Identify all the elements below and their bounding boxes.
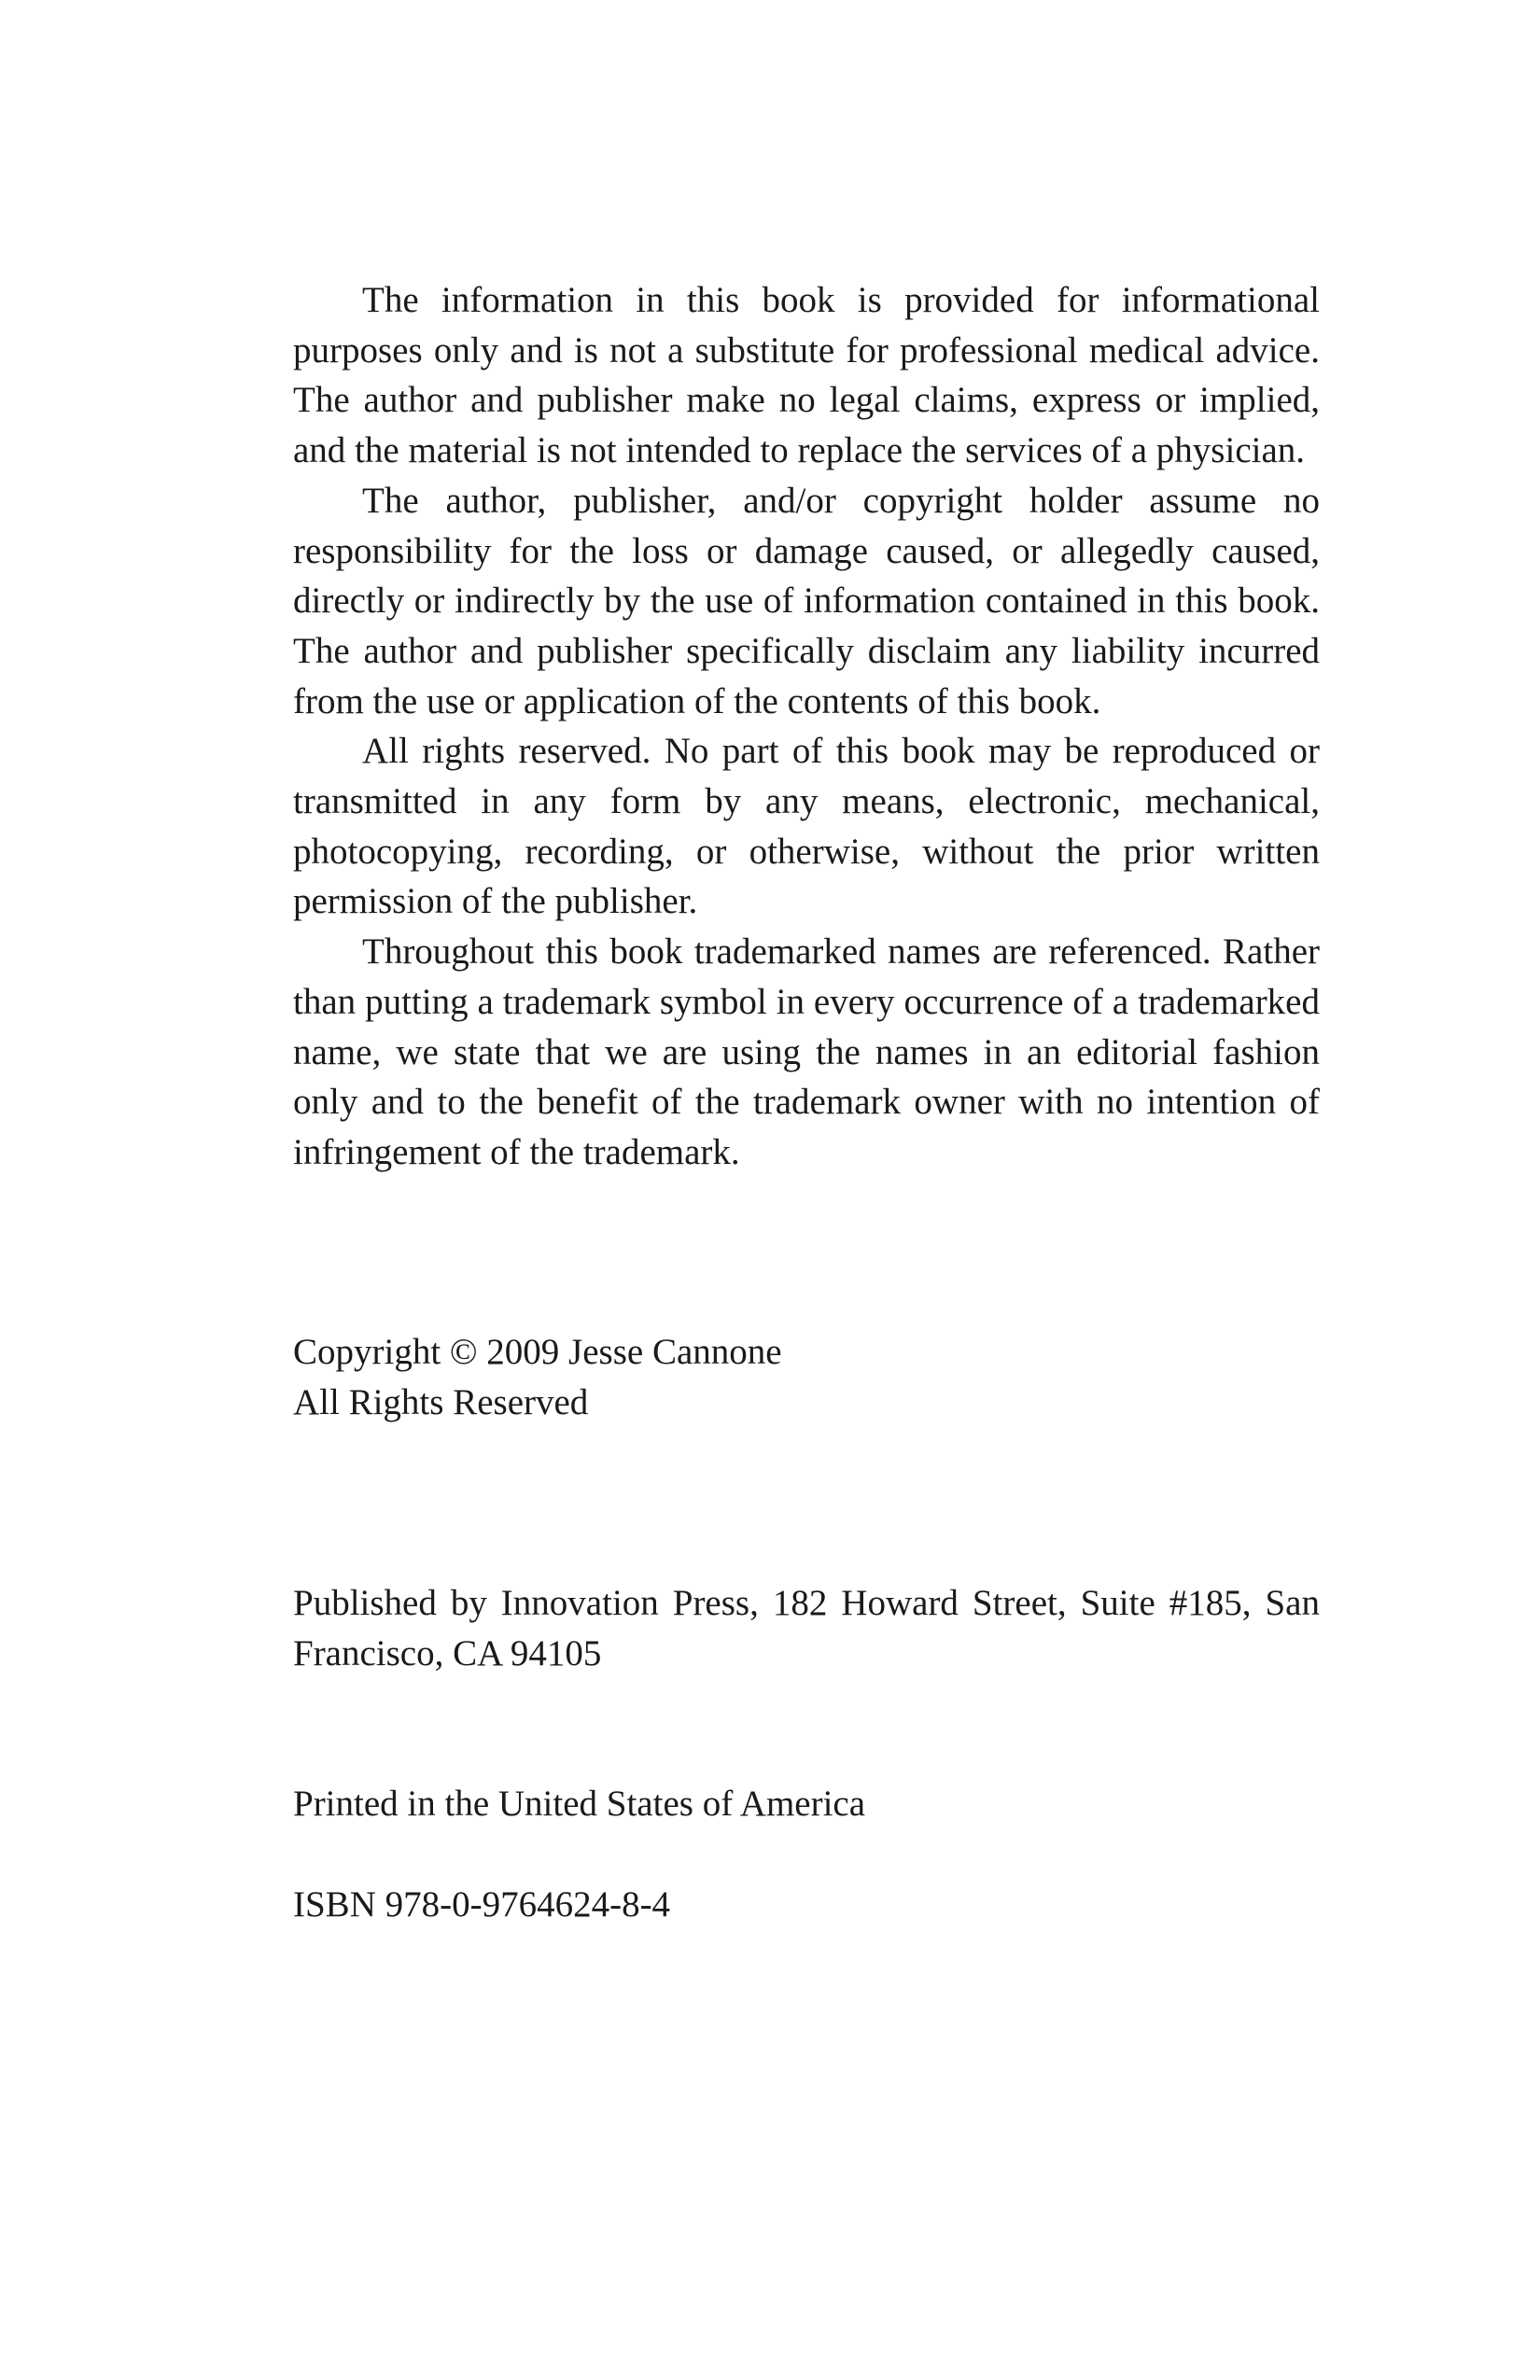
isbn-block <box>293 1880 1320 1930</box>
isbn-line: ISBN 978-0-9764624-8-4 <box>293 1884 671 1925</box>
printed-in-line: Printed in the United States of America <box>293 1784 866 1824</box>
publisher-line: Published by Innovation Press, 182 Howard Street, Suite #185, San Francisco, CA 94105 <box>293 1583 1320 1673</box>
rights-reserved-paragraph: All rights reserved. No part of this book may be reproduced or transmitted in any form by any means, electronic, mechanical, photocopying, recording, or otherwise, without the prior written permission of the publisher. <box>293 731 1320 922</box>
publisher-block <box>293 1578 1320 1678</box>
trademark-notice-paragraph: Throughout this book trademarked names are referenced. Rather than putting a trademark symbol in every occurrence of a trademarked name, we state that we are using the names in an editorial fashion only and to the benefit of the trademark owner with no intention of infringement of the trademark. <box>293 931 1320 1172</box>
legal-notice <box>293 275 1320 1178</box>
copyright-line: Copyright © 2009 Jesse Cannone <box>293 1332 782 1372</box>
medical-disclaimer-paragraph: The information in this book is provided for informational purposes only and is not a substitute for professional medical advice. The author and publisher make no legal claims, express or implied, and the material is not intended to replace the services of a physician. <box>293 280 1320 471</box>
printed-in-block <box>293 1779 1320 1829</box>
copyright-block <box>293 1327 1320 1427</box>
liability-disclaimer-paragraph: The author, publisher, and/or copyright holder assume no responsibility for the loss or damage caused, or allegedly caused, directly or indirectly by the use of information contained in this book. The author and publisher specifically disclaim any liability incurred from the use or application of the contents of this book. <box>293 480 1320 721</box>
all-rights-reserved-line: All Rights Reserved <box>293 1381 589 1422</box>
